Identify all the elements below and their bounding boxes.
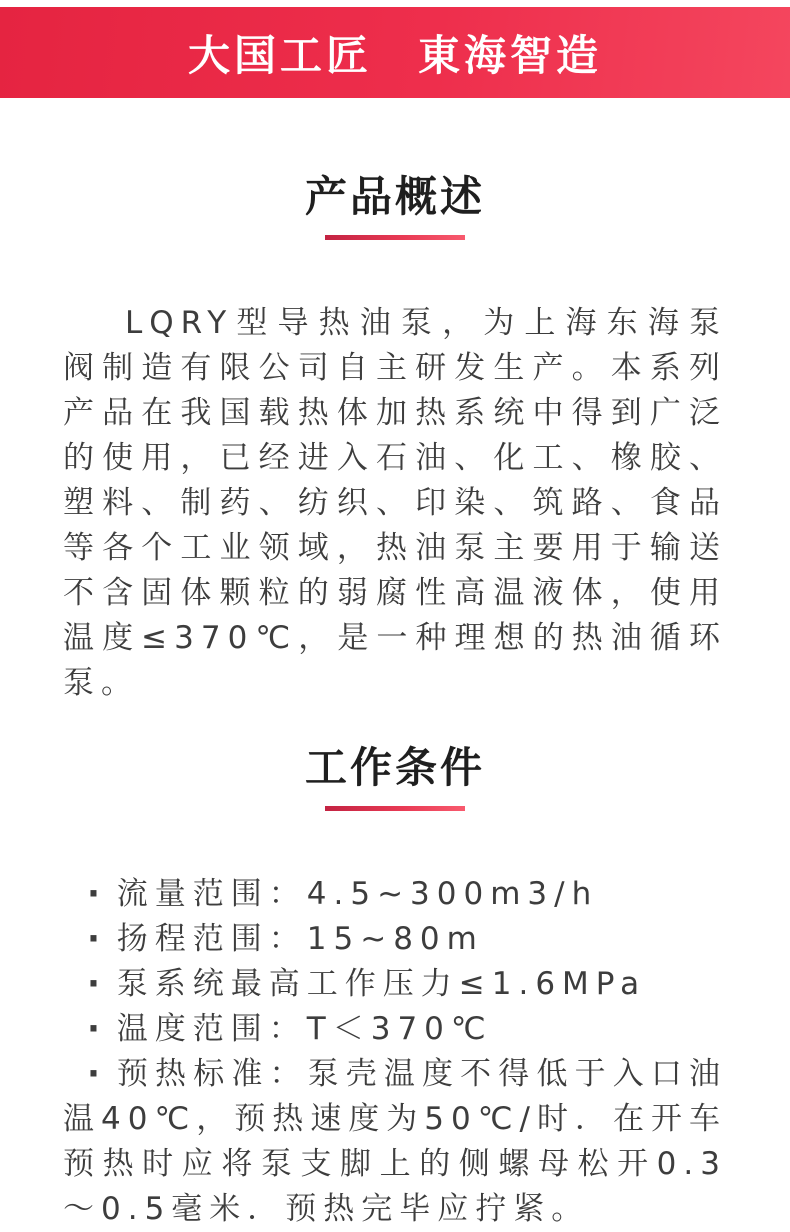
- banner-title: 大国工匠 東海智造: [187, 30, 602, 80]
- condition-item-text: 流量范围：4.5~300m3/h: [116, 876, 599, 912]
- condition-item-text: 温度范围：T＜370℃: [116, 1011, 493, 1047]
- condition-item-flow: [63, 872, 727, 917]
- condition-item-text: 预热标准：泵壳温度不得低于入口油温40℃，预热速度为50℃/时．在开车预热时应将泵支脚上的侧螺母松开0.3～0.5毫米．预热完毕应拧紧。: [63, 1056, 727, 1227]
- bullet-dot-icon: ·: [87, 919, 108, 959]
- overview-section: [63, 301, 727, 706]
- section-heading-conditions: 工作条件: [304, 743, 485, 792]
- bullet-dot-icon: ·: [87, 1009, 108, 1049]
- bullet-dot-icon: ·: [87, 874, 108, 914]
- condition-item-text: 泵系统最高工作压力≤1.6MPa: [116, 966, 647, 1002]
- condition-item-preheat: [63, 1052, 727, 1232]
- condition-item-pressure: [63, 962, 727, 1007]
- condition-item-temperature: [63, 1007, 727, 1052]
- heading-underline-conditions: [325, 806, 465, 811]
- top-banner: [0, 7, 790, 98]
- bullet-dot-icon: ·: [87, 1054, 108, 1094]
- overview-paragraph: LQRY型导热油泵，为上海东海泵阀制造有限公司自主研发生产。本系列产品在我国载热体加热系统中得到广泛的使用，已经进入石油、化工、橡胶、塑料、制药、纺织、印染、筑路、食品等各个工业领域，热油泵主要用于输送不含固体颗粒的弱腐性高温液体，使用温度≤370℃，是一种理想的热油循环泵。: [63, 305, 727, 701]
- heading-underline-overview: [325, 235, 465, 240]
- condition-item-head: [63, 917, 727, 962]
- bullet-dot-icon: ·: [87, 964, 108, 1004]
- condition-item-text: 扬程范围：15~80m: [116, 921, 484, 957]
- conditions-list: [63, 872, 727, 1232]
- section-heading-overview: 产品概述: [304, 172, 485, 221]
